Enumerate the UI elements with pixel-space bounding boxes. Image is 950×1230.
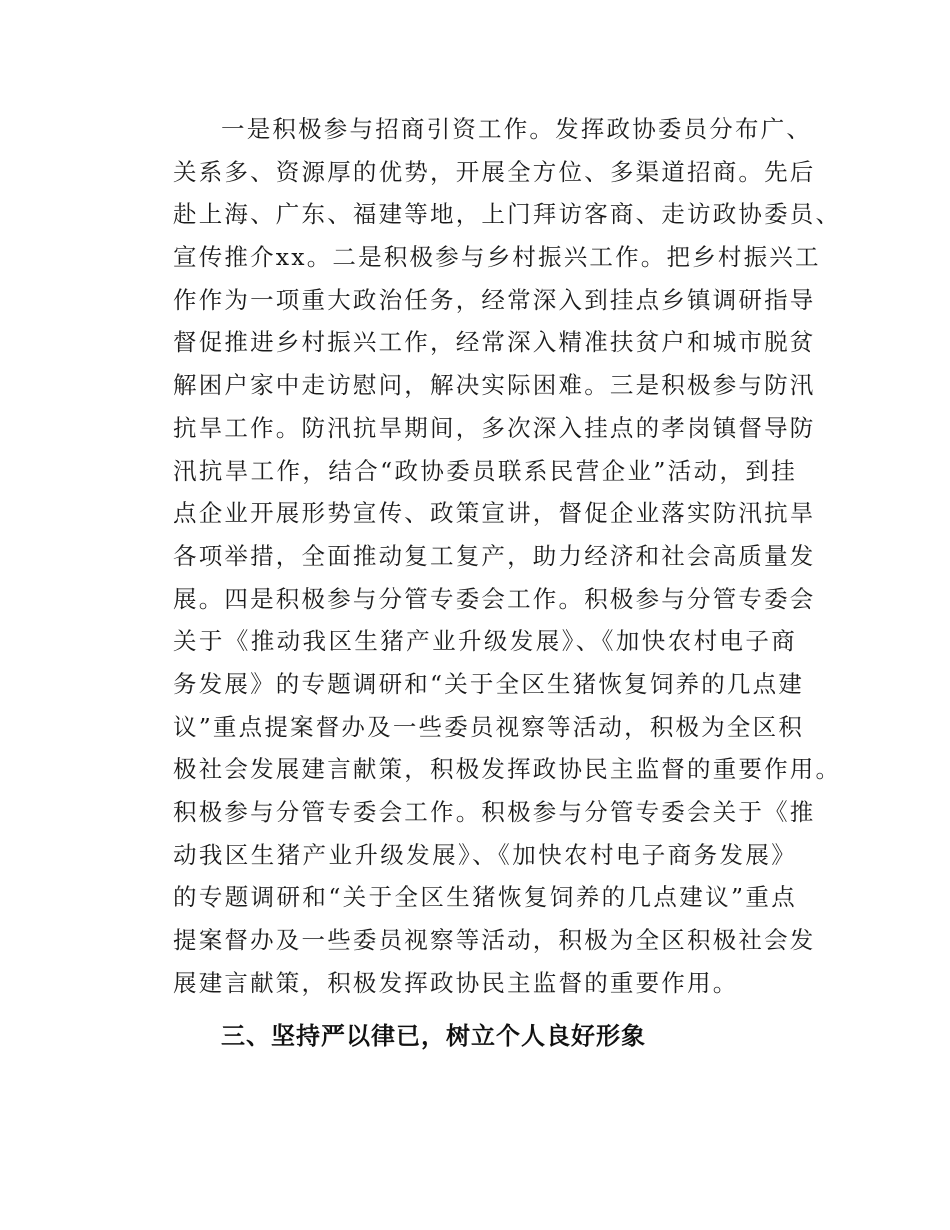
paragraph-line: 宣传推介xx。二是积极参与乡村振兴工作。把乡村振兴工 <box>173 243 821 272</box>
paragraph-line: 各项举措，全面推动复工复产，助力经济和社会高质量发 <box>173 541 816 570</box>
paragraph-line: 督促推进乡村振兴工作，经常深入精准扶贫户和城市脱贫 <box>173 328 816 357</box>
paragraph-line: 作作为一项重大政治任务，经常深入到挂点乡镇调研指导 <box>173 285 816 314</box>
paragraph-line: 赴上海、广东、福建等地，上门拜访客商、走访政协委员、 <box>173 200 842 229</box>
paragraph-line: 动我区生猪产业升级发展》、《加快农村电子商务发展》 <box>173 840 797 869</box>
paragraph-line: 提案督办及一些委员视察等活动，积极为全区积极社会发 <box>173 926 816 955</box>
document-page <box>173 108 842 1004</box>
paragraph-line: 极社会发展建言献策，积极发挥政协民主监督的重要作用。 <box>173 755 842 784</box>
paragraph-line: 务发展》的专题调研和“关于全区生猪恢复饲养的几点建 <box>173 669 805 698</box>
paragraph-line: 展。四是积极参与分管专委会工作。积极参与分管专委会 <box>173 584 816 613</box>
paragraph-line: 关于《推动我区生猪产业升级发展》、《加快农村电子商 <box>173 627 797 656</box>
paragraph-line: 解困户家中走访慰问，解决实际困难。三是积极参与防汛 <box>173 371 816 400</box>
paragraph-line: 抗旱工作。防汛抗旱期间，多次深入挂点的孝岗镇督导防 <box>173 413 816 442</box>
paragraph-line: 展建言献策，积极发挥政协民主监督的重要作用。 <box>173 968 739 997</box>
paragraph-line: 点企业开展形势宣传、政策宣讲，督促企业落实防汛抗旱 <box>173 499 816 528</box>
paragraph-line: 的专题调研和“关于全区生猪恢复饲养的几点建议”重点 <box>173 883 797 912</box>
body-paragraph <box>173 108 842 1004</box>
paragraph-line: 汛抗旱工作，结合“政协委员联系民营企业”活动，到挂 <box>173 456 797 485</box>
paragraph-line: 关系多、资源厚的优势，开展全方位、多渠道招商。先后 <box>173 157 816 186</box>
paragraph-line: 议”重点提案督办及一些委员视察等活动，积极为全区积 <box>173 712 805 741</box>
paragraph-line: 一是积极参与招商引资工作。发挥政协委员分布广、 <box>221 115 813 143</box>
section-heading: 三、坚持严以律已，树立个人良好形象 <box>221 1022 646 1050</box>
paragraph-line: 积极参与分管专委会工作。积极参与分管专委会关于《推 <box>173 798 816 826</box>
